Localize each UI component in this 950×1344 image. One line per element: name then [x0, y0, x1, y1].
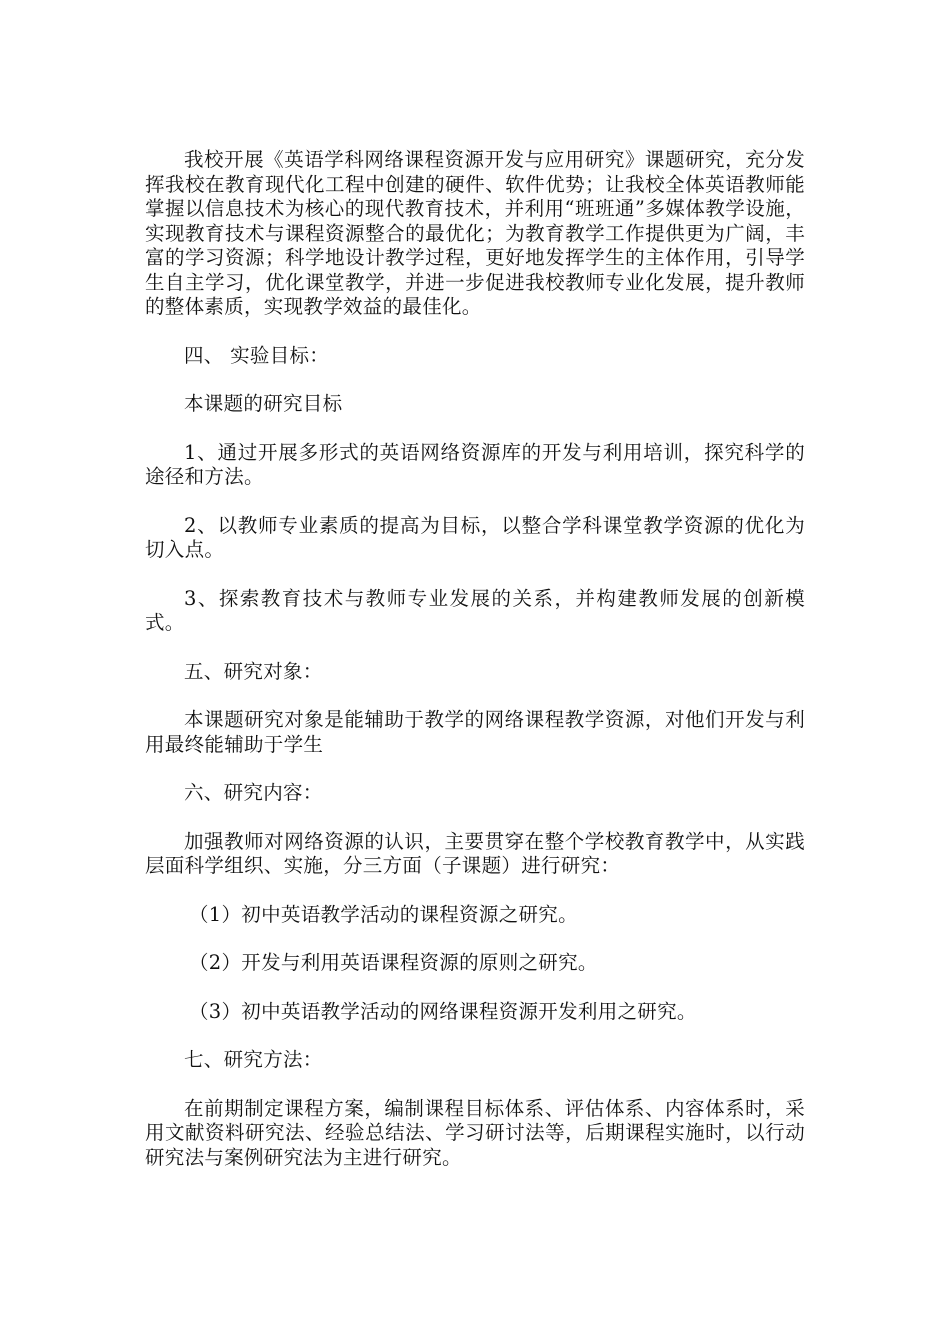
goal-item-1: 1、通过开展多形式的英语网络资源库的开发与利用培训，探究科学的途径和方法。	[145, 440, 805, 488]
research-goals-label: 本课题的研究目标	[184, 392, 343, 415]
goal-item-3: 3、探索教育技术与教师专业发展的关系，并构建教师发展的创新模式。	[145, 586, 805, 634]
research-content-paragraph: 加强教师对网络资源的认识，主要贯穿在整个学校教育教学中，从实践层面科学组织、实施，分三方面（子课题）进行研究：	[145, 829, 805, 877]
section-heading-research-content: 六、研究内容：	[184, 781, 323, 804]
document-body	[145, 148, 805, 1194]
section-heading-experiment-goals: 四、 实验目标：	[184, 343, 330, 367]
section-heading-research-methods: 七、研究方法：	[184, 1048, 323, 1071]
subtopic-item-2: （2）开发与利用英语课程资源的原则之研究。	[189, 951, 598, 974]
goal-item-2: 2、以教师专业素质的提高为目标，以整合学科课堂教学资源的优化为切入点。	[145, 513, 805, 561]
intro-paragraph: 我校开展《英语学科网络课程资源开发与应用研究》课题研究，充分发挥我校在教育现代化工程中创建的硬件、软件优势；让我校全体英语教师能掌握以信息技术为核心的现代教育技术，并利用“班班通”多媒体教学设施，实现教育技术与课程资源整合的最优化；为教育教学工作提供更为广阔，丰富的学习资源；科学地设计教学过程，更好地发挥学生的主体作用，引导学生自主学习，优化课堂教学，并进一步促进我校教师专业化发展，提升教师的整体素质，实现教学效益的最佳化。	[145, 148, 805, 318]
subtopic-item-3: （3）初中英语教学活动的网络课程资源开发利用之研究。	[189, 999, 697, 1023]
research-object-paragraph: 本课题研究对象是能辅助于教学的网络课程教学资源，对他们开发与利用最终能辅助于学生	[145, 708, 805, 756]
subtopic-item-1: （1）初中英语教学活动的课程资源之研究。	[189, 902, 578, 926]
section-heading-research-object: 五、研究对象：	[184, 659, 323, 683]
research-methods-paragraph: 在前期制定课程方案，编制课程目标体系、评估体系、内容体系时，采用文献资料研究法、经验总结法、学习研讨法等，后期课程实施时，以行动研究法与案例研究法为主进行研究。	[145, 1096, 805, 1169]
